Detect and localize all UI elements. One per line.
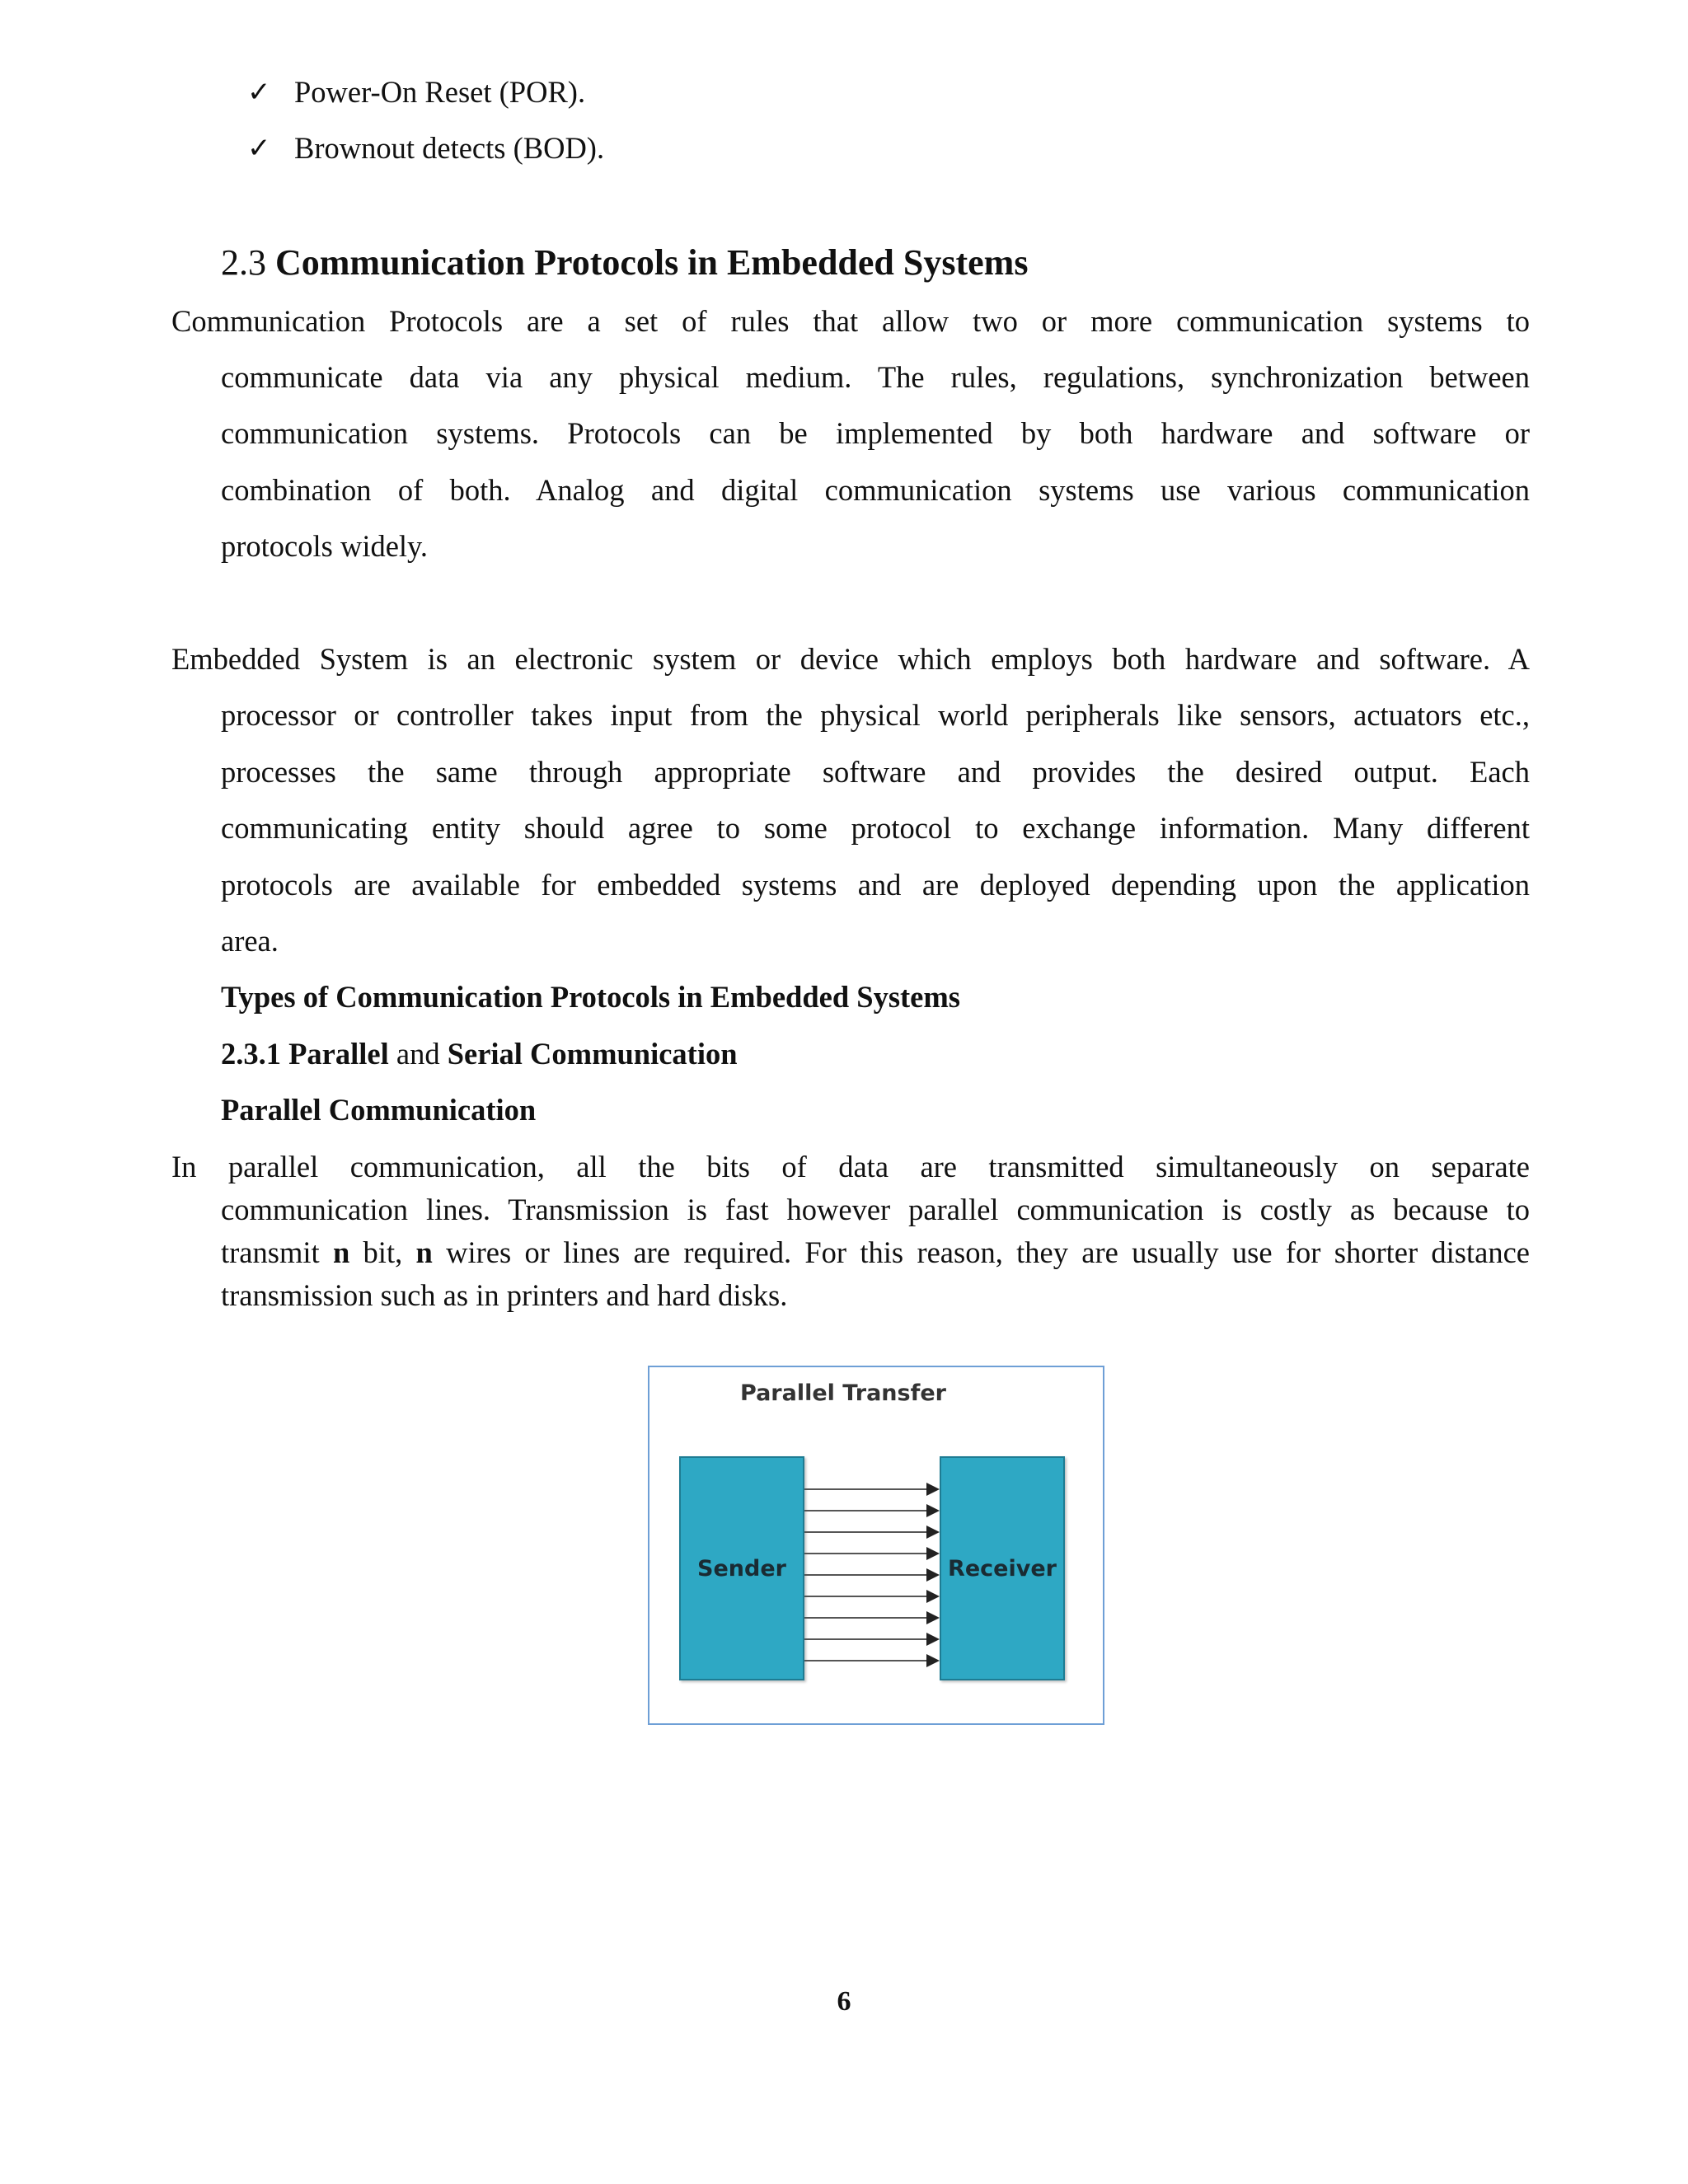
text-run-bold: n — [415, 1235, 433, 1269]
section-title: Communication Protocols in Embedded Systems — [275, 242, 1029, 283]
text-run-bold: n — [332, 1235, 350, 1269]
types-heading: Types of Communication Protocols in Embedded Systems — [221, 980, 960, 1014]
paragraph-line: Embedded System is an electronic system or device which employs both hardware and software. A — [171, 642, 1530, 676]
paragraph-line: protocols widely. — [221, 529, 429, 563]
paragraph-line: communicate data via any physical medium. The rules, regulations, synchronization between — [221, 360, 1530, 394]
subsection-title: Serial Communication — [447, 1037, 738, 1071]
text-run: transmit — [221, 1235, 333, 1269]
receiver-block — [940, 1456, 1065, 1680]
paragraph-line: In parallel communication, all the bits of data are transmitted simultaneously on separate — [171, 1150, 1530, 1183]
text-run: wires or lines are required. For this reason, they are usually use for shorter distance — [432, 1235, 1530, 1269]
sender-block — [679, 1456, 804, 1680]
receiver-label: Receiver — [948, 1555, 1057, 1582]
paragraph-line: communication systems. Protocols can be implemented by both hardware and software or — [221, 416, 1530, 450]
page-number: 6 — [837, 1986, 851, 2017]
paragraph-line: combination of both. Analog and digital communication systems use various communication — [221, 473, 1530, 507]
paragraph-line: processor or controller takes input from the physical world peripherals like sensors, actuators etc., — [221, 698, 1530, 732]
paragraph-line: transmission such as in printers and hard disks. — [221, 1278, 788, 1312]
paragraph-line: protocols are available for embedded systems and are deployed depending upon the application — [221, 868, 1530, 902]
subsection-number: 2.3.1 Parallel — [221, 1037, 389, 1071]
sender-label: Sender — [697, 1555, 786, 1582]
checkmark-icon: ✓ — [247, 132, 271, 165]
paragraph-line — [221, 1236, 1530, 1272]
subsection-connector: and — [388, 1037, 448, 1071]
section-heading — [221, 242, 1028, 284]
checkmark-icon: ✓ — [247, 76, 271, 109]
paragraph-line: communication lines. Transmission is fast however parallel communication is costly as because to — [221, 1193, 1530, 1226]
bullet-item: Power-On Reset (POR). — [294, 75, 586, 109]
parallel-transfer-figure — [648, 1366, 1104, 1725]
figure-title: Parallel Transfer — [740, 1380, 946, 1406]
bullet-item: Brownout detects (BOD). — [294, 131, 605, 165]
section-number: 2.3 — [221, 242, 266, 283]
parallel-heading: Parallel Communication — [221, 1093, 537, 1127]
paragraph-line: communicating entity should agree to some protocol to exchange information. Many different — [221, 811, 1530, 845]
paragraph-line: Communication Protocols are a set of rules that allow two or more communication systems to — [171, 304, 1530, 338]
paragraph-line: area. — [221, 924, 279, 958]
paragraph-line: processes the same through appropriate software and provides the desired output. Each — [221, 755, 1530, 789]
data-wires — [804, 1456, 945, 1680]
text-run: bit, — [349, 1235, 416, 1269]
subsection-heading — [221, 1038, 738, 1071]
